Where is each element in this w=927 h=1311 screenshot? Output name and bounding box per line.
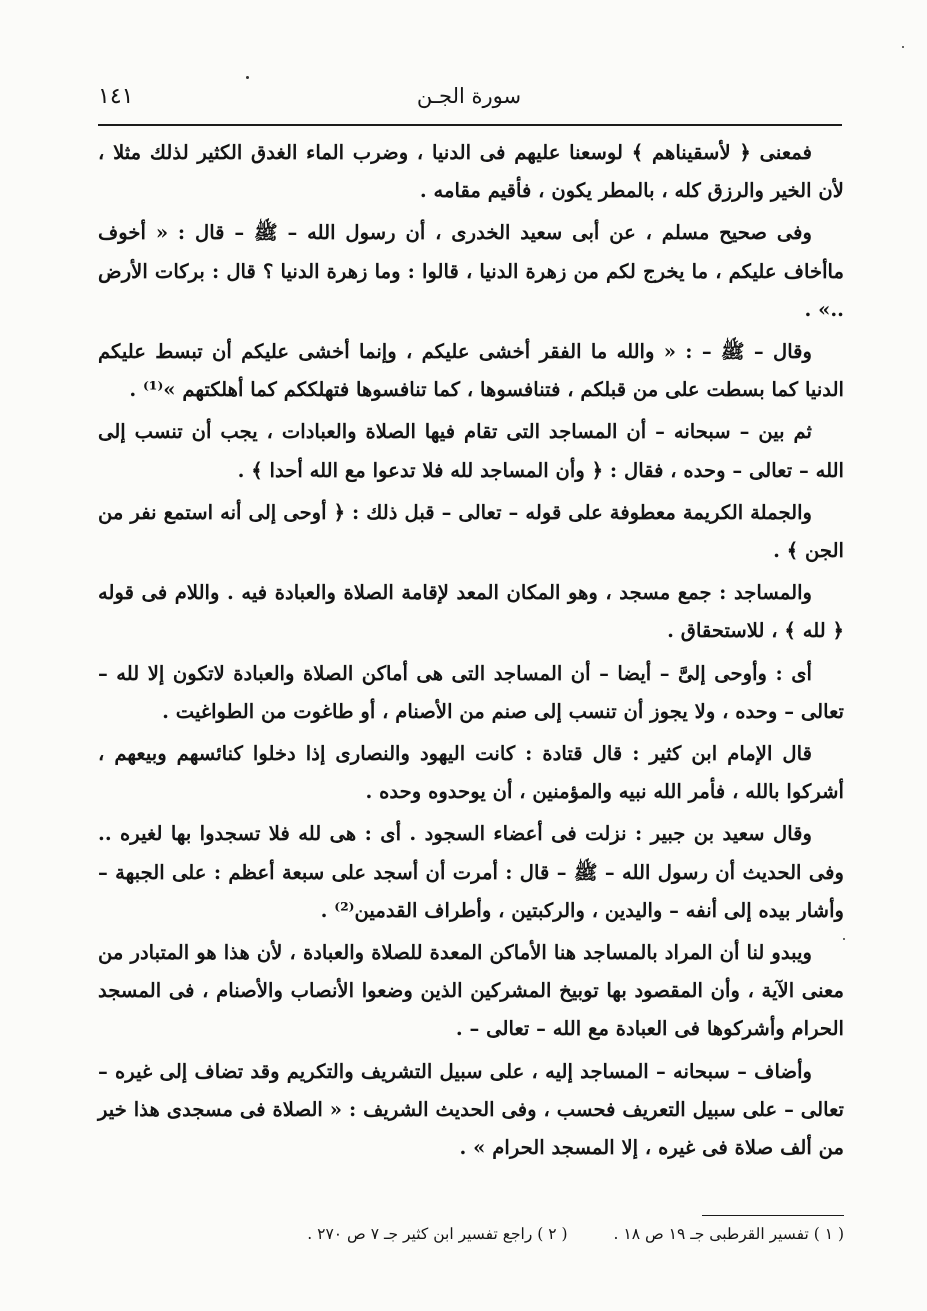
header-rule: [98, 124, 842, 126]
paragraph-10: ويبدو لنا أن المراد بالمساجد هنا الأماكن المعدة للصلاة والعبادة ، لأن هذا هو المتبادر من معنى الآية ، وأن المقصود بها توبيخ المشركين الذين وضعوا الأنصاب والأصنام ، فى المسجد الحرام وأشركوها فى العبادة مع الله – تعالى – .: [98, 941, 844, 1041]
paragraph-6: والمساجد : جمع مسجد ، وهو المكان المعد لإقامة الصلاة والعبادة فيه . واللام فى قوله ﴿ لله ﴾ ، للاستحقاق .: [98, 581, 844, 643]
footnote-1: ( ١ ) تفسير القرطبى جـ ١٩ ص ١٨ .: [613, 1225, 844, 1243]
paragraph-5: والجملة الكريمة معطوفة على قوله – تعالى – قبل ذلك : ﴿ أوحى إلى أنه استمع نفر من الجن ﴾ .: [98, 500, 844, 563]
paragraph-9: وقال سعيد بن جبير : نزلت فى أعضاء السجود . أى : هى لله فلا تسجدوا بها لغيره .. وفى الحديث أن رسول الله – ﷺ – قال : أمرت أن أسجد على سبعة أعظم : على الجبهة – وأشار بيده إلى أنفه – واليدين ، والركبتين ، وأطراف القدمين⁽²⁾ .: [98, 822, 844, 922]
running-title: سورة الجـن: [416, 84, 522, 108]
paragraph-2: وفى صحيح مسلم ، عن أبى سعيد الخدرى ، أن رسول الله – ﷺ – قال : « أخوف ماأخاف عليكم ، ما يخرج لكم من زهرة الدنيا ، قالوا : وما زهرة الدنيا ؟ قال : بركات الأرض ..» .: [98, 221, 844, 321]
footnote-rule: [702, 1215, 844, 1216]
paragraph-4: ثم بين – سبحانه – أن المساجد التى تقام فيها الصلاة والعبادات ، يجب أن تنسب إلى الله – تعالى – وحده ، فقال : ﴿ وأن المساجد لله فلا تدعوا مع الله أحدا ﴾ .: [98, 420, 844, 482]
footnote-2: ( ٢ ) راجع تفسير ابن كثير جـ ٧ ص ٢٧٠ .: [307, 1225, 568, 1243]
paragraph-3: وقال – ﷺ – : « والله ما الفقر أخشى عليكم ، وإنما أخشى عليكم أن تبسط عليكم الدنيا كما بسطت على من قبلكم ، فتنافسوها ، كما تنافسوها فتهلككم كما أهلكتهم »⁽¹⁾ .: [98, 340, 844, 402]
page-number: ١٤١: [98, 84, 134, 109]
paragraph-8: قال الإمام ابن كثير : قال قتادة : كانت اليهود والنصارى إذا دخلوا كنائسهم وبيعهم ، أشركوا بالله ، فأمر الله نبيه والمؤمنين ، أن يوحدوه وحده .: [98, 742, 844, 804]
body-text: [98, 134, 844, 1171]
scan-speck: [902, 46, 904, 48]
paragraph-1: فمعنى ﴿ لأسقيناهم ﴾ لوسعنا عليهم فى الدنيا ، وضرب الماء الغدق الكثير لذلك مثلا ، لأن الخير والرزق كله ، بالمطر يكون ، فأقيم مقامه .: [98, 141, 844, 203]
footnotes: [160, 1222, 844, 1246]
scan-speck: [246, 76, 249, 79]
page-header: [98, 80, 840, 120]
scan-speck: [843, 938, 845, 940]
paragraph-11: وأضاف – سبحانه – المساجد إليه ، على سبيل التشريف والتكريم وقد تضاف إلى غيره – تعالى – على سبيل التعريف فحسب ، وفى الحديث الشريف : « الصلاة فى مسجدى هذا خير من ألف صلاة فى غيره ، إلا المسجد الحرام » .: [98, 1059, 844, 1160]
paragraph-7: أى : وأوحى إلىَّ – أيضا – أن المساجد التى هى أماكن الصلاة والعبادة لاتكون إلا لله – تعالى – وحده ، ولا يجوز أن تنسب إلى صنم من الأصنام ، أو طاغوت من الطواغيت .: [98, 661, 844, 723]
